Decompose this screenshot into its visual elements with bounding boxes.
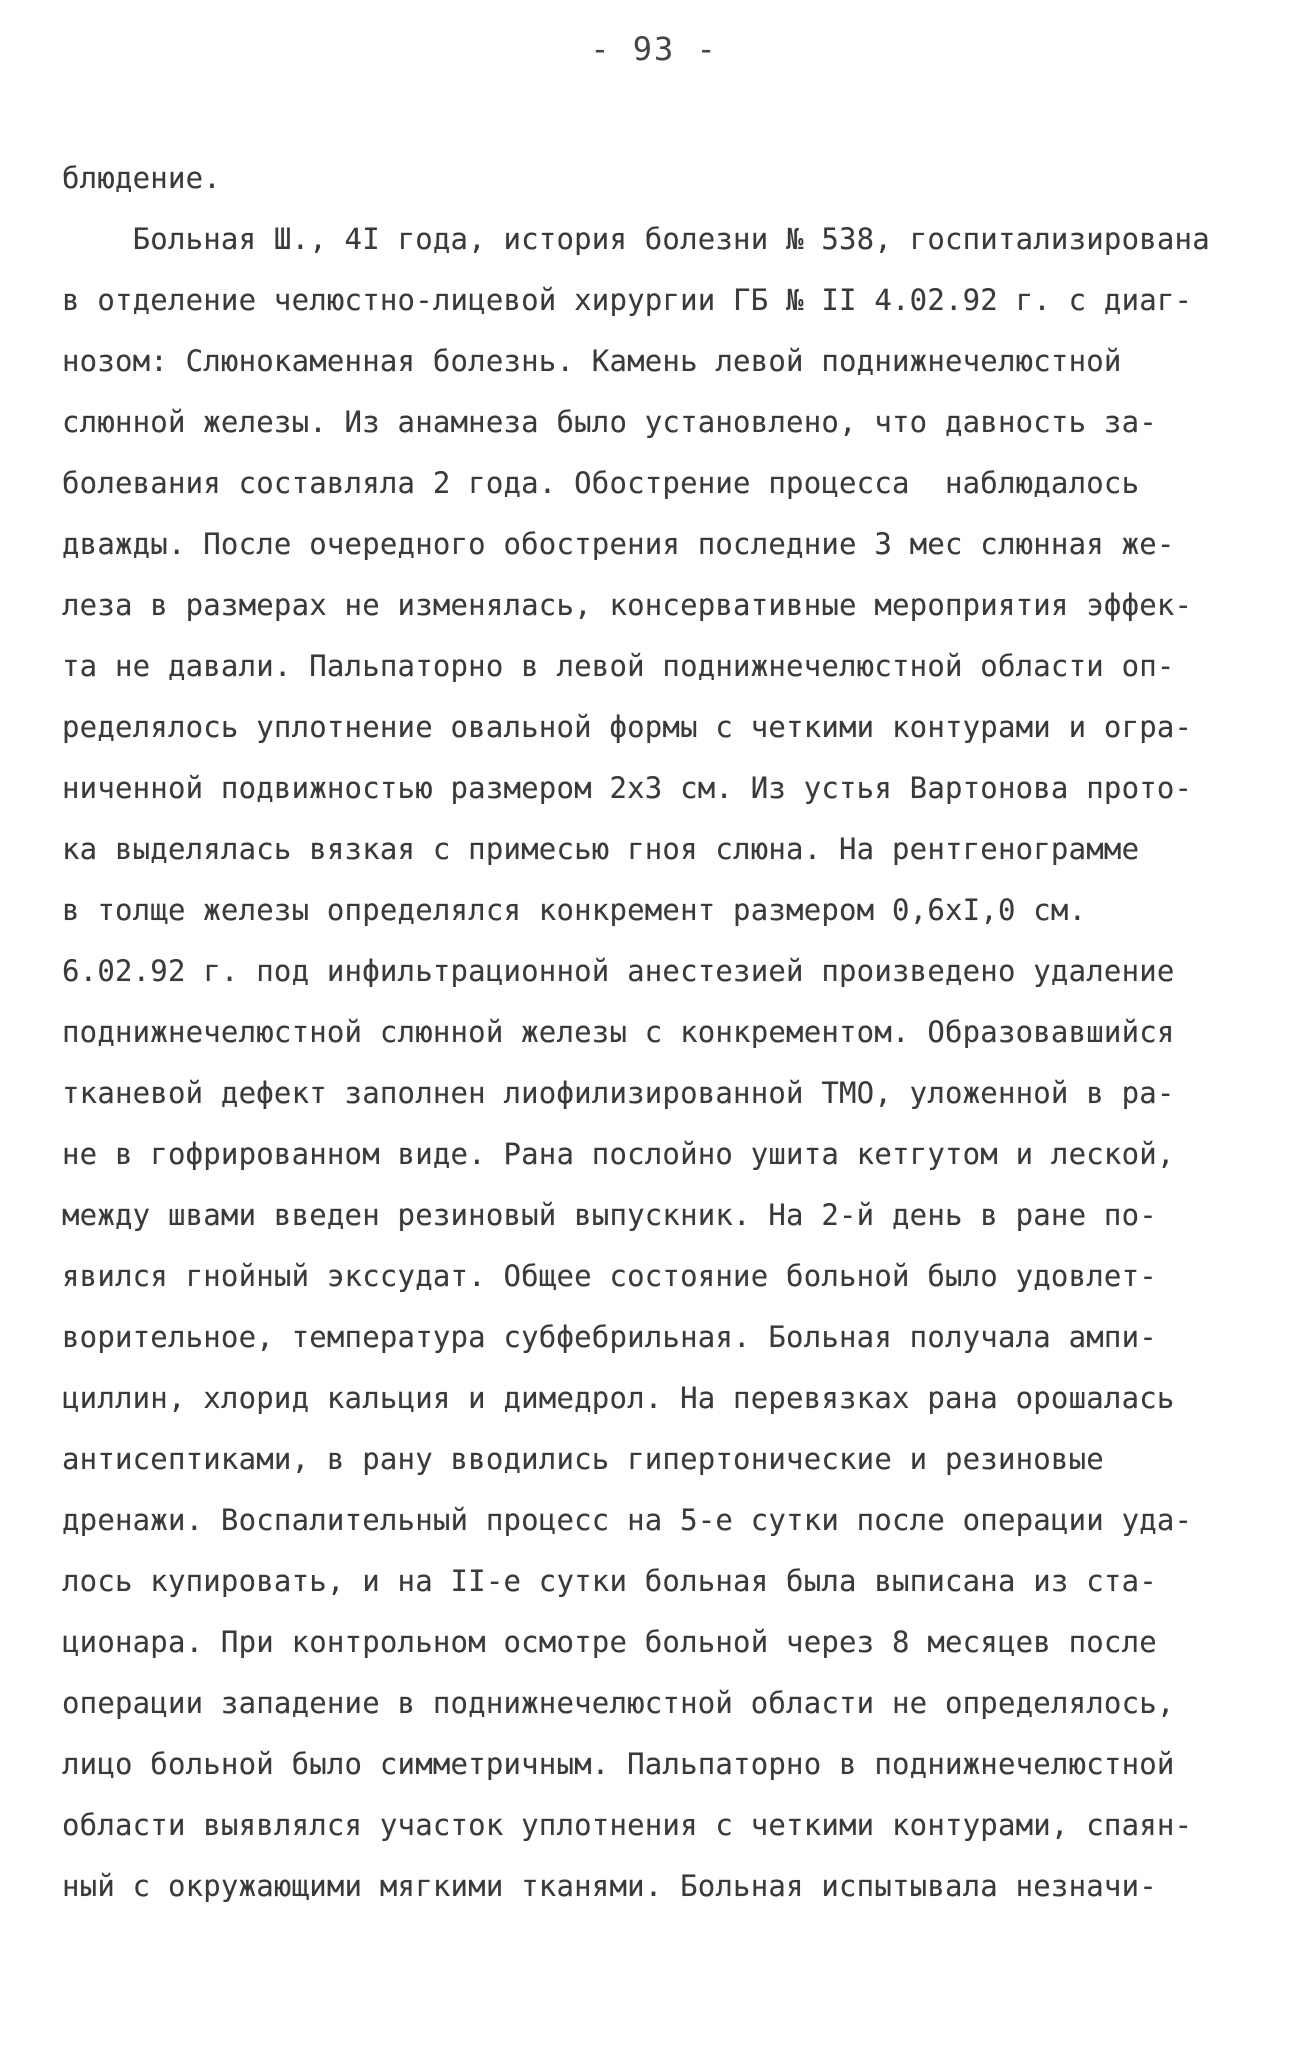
text-line: та не давали. Пальпаторно в левой поднижнечелюстной области оп- (62, 649, 1175, 683)
text-line: явился гнойный экссудат. Общее состояние больной было удовлет- (62, 1259, 1157, 1293)
text-line: не в гофрированном виде. Рана послойно ушита кетгутом и леской, (62, 1137, 1175, 1171)
text-line: слюнной железы. Из анамнеза было установлено, что давность за- (62, 405, 1157, 439)
text-line: Больная Ш., 4I года, история болезни № 538, госпитализирована (62, 222, 1210, 256)
text-line: циллин, хлорид кальция и димедрол. На перевязках рана орошалась (62, 1381, 1175, 1415)
body-text (62, 148, 1262, 1917)
text-line: ниченной подвижностью размером 2х3 см. Из устья Вартонова прото- (62, 771, 1193, 805)
page-number: - 93 - (590, 30, 718, 68)
text-line: ка выделялась вязкая с примесью гноя слюна. На рентгенограмме (62, 832, 1140, 866)
text-line: ворительное, температура субфебрильная. Больная получала ампи- (62, 1320, 1157, 1354)
text-line: блюдение. (62, 161, 221, 195)
text-line: ционара. При контрольном осмотре больной через 8 месяцев после (62, 1625, 1157, 1659)
text-line: дважды. После очередного обострения последние 3 мес слюнная же- (62, 527, 1175, 561)
text-line: антисептиками, в рану вводились гипертонические и резиновые (62, 1442, 1104, 1476)
text-line: в толще железы определялся конкремент размером 0,6хI,0 см. (62, 893, 1087, 927)
text-line: леза в размерах не изменялась, консервативные мероприятия эффек- (62, 588, 1193, 622)
text-line: дренажи. Воспалительный процесс на 5-е сутки после операции уда- (62, 1503, 1193, 1537)
text-line: операции западение в поднижнечелюстной области не определялось, (62, 1686, 1175, 1720)
text-line: 6.02.92 г. под инфильтрационной анестезией произведено удаление (62, 954, 1175, 988)
text-line: болевания составляла 2 года. Обострение процесса наблюдалось (62, 466, 1140, 500)
text-line: в отделение челюстно-лицевой хирургии ГБ № II 4.02.92 г. с диаг- (62, 283, 1193, 317)
text-line: нозом: Слюнокаменная болезнь. Камень левой поднижнечелюстной (62, 344, 1122, 378)
text-line: области выявлялся участок уплотнения с четкими контурами, спаян- (62, 1808, 1193, 1842)
text-line: ный с окружающими мягкими тканями. Больная испытывала незначи- (62, 1869, 1157, 1903)
text-line: лицо больной было симметричным. Пальпаторно в поднижнечелюстной (62, 1747, 1175, 1781)
text-line: поднижнечелюстной слюнной железы с конкрементом. Образовавшийся (62, 1015, 1175, 1049)
text-line: лось купировать, и на II-е сутки больная была выписана из ста- (62, 1564, 1157, 1598)
text-line: тканевой дефект заполнен лиофилизированной ТМО, уложенной в ра- (62, 1076, 1175, 1110)
text-line: ределялось уплотнение овальной формы с четкими контурами и огра- (62, 710, 1193, 744)
text-line: между швами введен резиновый выпускник. На 2-й день в ране по- (62, 1198, 1157, 1232)
